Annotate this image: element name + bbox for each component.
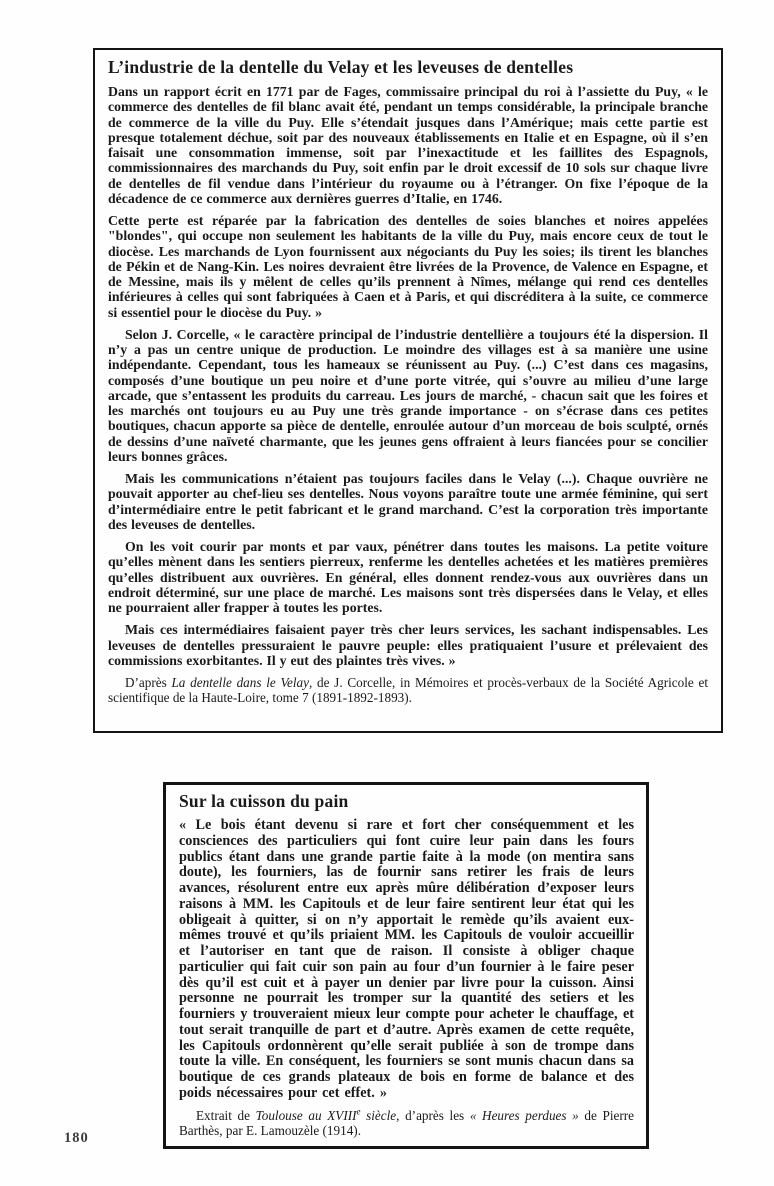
source-attribution-pain: [179, 1108, 634, 1138]
attribution-text: de Pierre Barthès, par E. Lamouzèle (1914).: [179, 1107, 634, 1138]
source-attribution-velay: [108, 675, 708, 705]
article-title-pain: Sur la cuisson du pain: [179, 791, 349, 811]
article-paragraph: Mais ces intermédiaires faisaient payer très cher leurs services, les sachant indispensables. Les leveuses de dentelles pressuraient le pauvre peuple: elles pratiquaient l’usure et prélevaient des commissions exorbitantes. Il y eut des plaintes très vives. »: [108, 622, 708, 668]
article-paragraph: « Le bois étant devenu si rare et fort cher conséquemment et les consciences des particuliers qui font cuire leur pain dans les fours publics étant dans une grande partie faite à la mode (on mentira sans doute), les fourniers, las de fournir sans retirer les frais de leurs avances, résolurent entre eux après mûre délibération d’exposer leurs raisons à MM. les Capitouls et de leur faire sentirent leur état qui les obligeait à quitter, si on n’y apportait le remède qu’ils avaient eux-mêmes trouvé et qu’ils priaient MM. les Capitouls de vouloir accueillir et l’autoriser en tant que de raison. Il consiste à obliger chaque particulier qui fait cuir son pain au four d’un fournier à le faire peser dès qu’il est cuit et à payer un denier par livre pour la cuisson. Ainsi personne ne pourrait les tromper sur la quantité des setiers et les fourniers y trouveraient mieux leur compte pour acheter le chauffage, et tout serait tranquille de part et d’autre. Après examen de cette requête, les Capitouls ordonnèrent qu’elle serait publiée à son de trompe dans toute la ville. En conséquent, les fourniers se sont munis chacun dans sa boutique de ces grands plateaux de bois en forme de balance et des poids nécessaires pour cet effet. »: [179, 817, 634, 1101]
article-paragraph: On les voit courir par monts et par vaux, pénétrer dans toutes les maisons. La petite voiture qu’elles mènent dans les sentiers pierreux, renferme les dentelles achetées et les matières premières qu’elles distribuent aux ouvrières. En général, elles donnent rendez-vous aux ouvrières dans un endroit déterminé, sur une place de marché. Les maisons sont très dispersées dans le Velay, et elles ne pourraient aller frapper à toutes les portes.: [108, 539, 708, 615]
page-number: 180: [64, 1130, 89, 1146]
work-title-italic: La dentelle dans le Velay: [171, 675, 309, 690]
work-title-italic: « Heures perdues »: [469, 1107, 579, 1123]
article-paragraph: Selon J. Corcelle, « le caractère principal de l’industrie dentellière a toujours été la dispersion. Il n’y a pas un centre unique de production. Le moindre des villages est à sa manière une usine indépendante. Cependant, tous les hameaux se réunissent au Puy. (...) C’est dans ces magasins, composés d’une boutique un peu noire et d’une porte vitrée, qui s’ouvre au milieu d’une large arcade, que s’entassent les produits du carreau. Les jours de marché, - chacun sait que les foires et les marchés ont toujours eu au Puy une très grande importance - on s’écrase dans ces petites boutiques, chacun apporte sa pièce de dentelle, enroulée autour d’un morceau de bois sculpté, ornés de dessins d’une naïveté charmante, que les jeunes gens offraient à leurs fiancées pour se concilier leurs bonnes grâces.: [108, 326, 708, 464]
article-box-bread-baking: [163, 782, 649, 1149]
attribution-text: D’après: [125, 675, 172, 690]
attribution-text: , d’après les: [396, 1107, 470, 1123]
attribution-text: Toulouse au XVIII: [255, 1107, 357, 1123]
article-box-lace-velay: [93, 48, 723, 733]
article-title-velay: L’industrie de la dentelle du Velay et les leveuses de dentelles: [108, 57, 574, 77]
attribution-text: , de J. Corcelle, in Mémoires et procès-verbaux de la Société Agricole et scientifique de la Haute-Loire, tome 7 (1891-1892-1893).: [108, 675, 708, 705]
attribution-text: Extrait de: [196, 1107, 256, 1123]
article-paragraph: Dans un rapport écrit en 1771 par de Fages, commissaire principal du roi à l’assiette du Puy, « le commerce des dentelles de fil blanc avait été, pendant un temps considérable, la principale branche de commerce de la ville du Puy. Elle s’étendait jusques dans l’Amérique; mais cette partie est presque totalement déchue, soit par des nouveaux établissements en Italie et en Espagne, où il s’en faisait une consommation immense, soit par l’inexactitude et les faillites des Espagnols, commissionnaires des marchands du Puy, soit enfin par le droit excessif de 10 sols sur chaque livre de dentelles de fil vendue dans l’intérieur du royaume ou à l’étranger. On fixe l’époque de la décadence de ce commerce aux dernières guerres d’Italie, en 1746.: [108, 84, 708, 206]
work-title-italic: [256, 1108, 397, 1123]
article-paragraph: Cette perte est réparée par la fabrication des dentelles de soies blanches et noires appelées "blondes", qui occupe non seulement les habitants de la ville du Puy, mais encore ceux de tout le diocèse. Les marchands de Lyon fournissent aux négociants du Puy les soies; ils tirent les blanches de Pékin et de Nang-Kin. Les noires devraient être livrées de la Provence, de Valence en Espagne, et de Messine, mais ils y mêlent de celles qu’ils prennent à Nîmes, mélange qui rend ces dentelles inférieures à celles qui sont fabriquées à Caen et à Paris, et qui discréditera à la suite, ce commerce si essentiel pour le diocèse du Puy. »: [108, 213, 708, 320]
ordinal-superscript: e: [356, 1106, 361, 1117]
attribution-text: siècle: [360, 1107, 397, 1123]
article-paragraph: Mais les communications n’étaient pas toujours faciles dans le Velay (...). Chaque ouvrière ne pouvait apporter au chef-lieu ses dentelles. Nous voyons paraître toute une armée féminine, qui sert d’intermédiaire entre le petit fabricant et le grand marchand. C’est la corporation très importante des leveuses de dentelles.: [108, 471, 708, 532]
